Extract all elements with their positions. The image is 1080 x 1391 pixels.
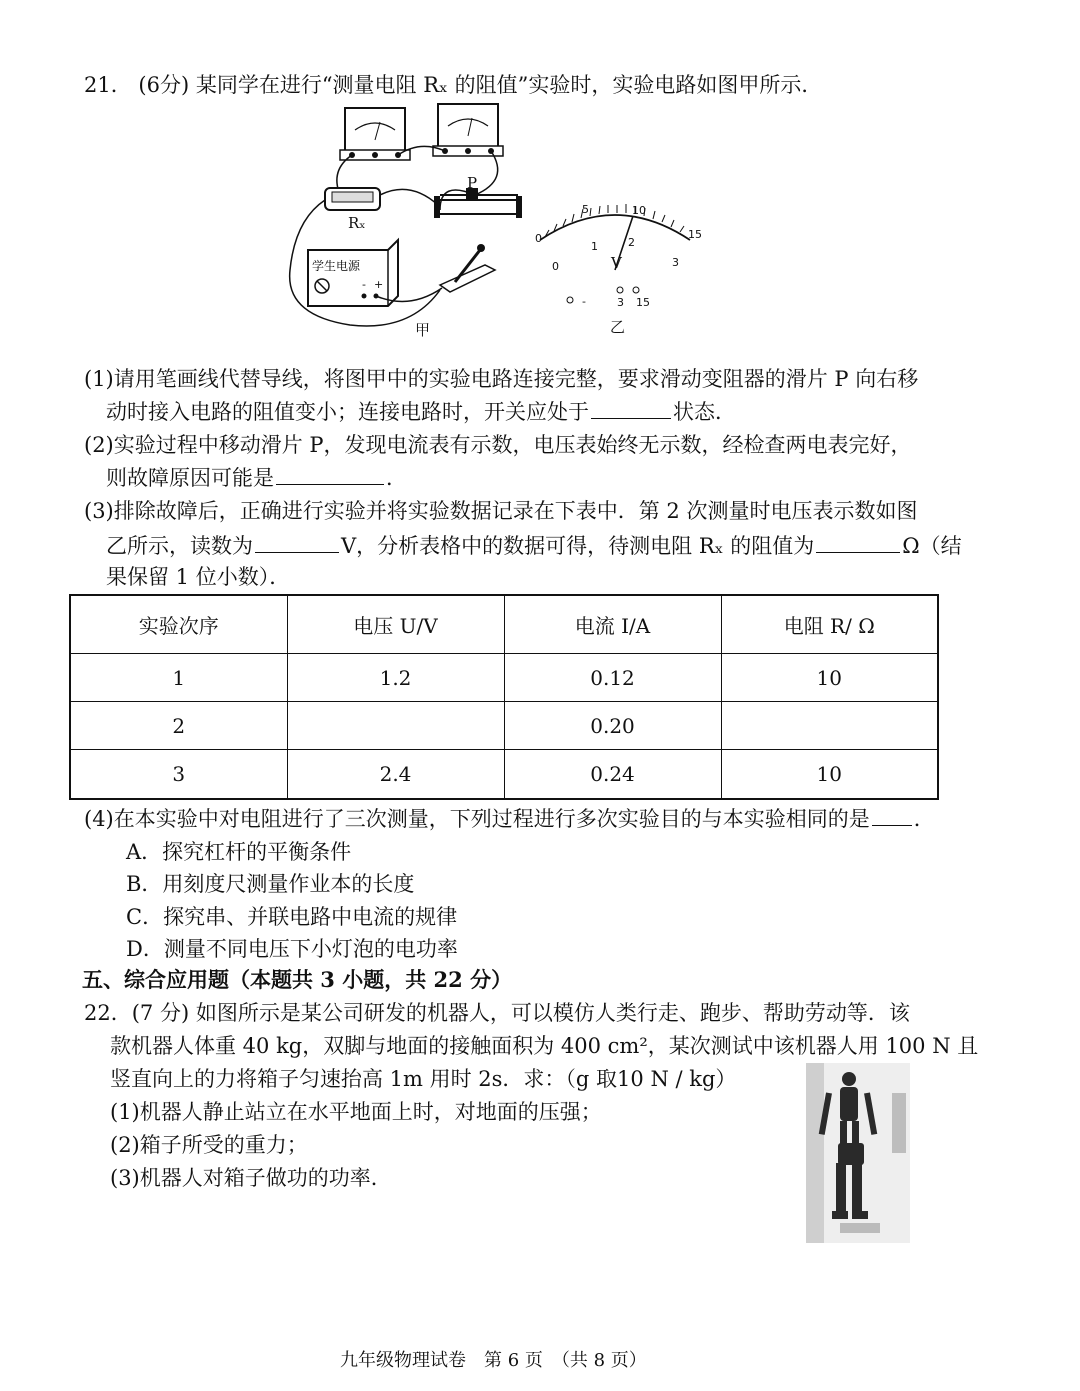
q21-part2-text-a: 则故障原因可能是 bbox=[106, 466, 274, 490]
table-header-cell: 电阻 R/ Ω bbox=[721, 595, 938, 654]
q21-part3-text-a: 乙所示，读数为 bbox=[106, 534, 253, 558]
terminal-minus: - bbox=[582, 295, 586, 308]
svg-text:-: - bbox=[362, 278, 366, 291]
q22-line1: 22．(7 分) 如图所示是某公司研发的机器人，可以模仿人类行走、跑步、帮助劳动等．该 bbox=[84, 1001, 910, 1025]
slider-label: P bbox=[467, 174, 478, 192]
q21-part4-end: ． bbox=[913, 807, 935, 831]
q21-part4-line bbox=[84, 803, 935, 834]
table-cell: 2 bbox=[70, 702, 287, 750]
table-cell: 0.20 bbox=[504, 702, 721, 750]
table-header-cell: 电流 I/A bbox=[504, 595, 721, 654]
answer-blank-resistance[interactable] bbox=[816, 530, 900, 553]
dial-v-label: V bbox=[611, 254, 622, 272]
table-cell: 2.4 bbox=[287, 750, 504, 799]
q22-line3: 竖直向上的力将箱子匀速抬高 1m 用时 2s．求：（g 取10 N / kg） bbox=[110, 1067, 737, 1091]
q21-part2-line2 bbox=[106, 462, 407, 493]
dial-top-0: 0 bbox=[535, 232, 542, 245]
table-cell: 1 bbox=[70, 654, 287, 702]
table-cell: 0.24 bbox=[504, 750, 721, 799]
page-footer: 九年级物理试卷 第 6 页 （共 8 页） bbox=[340, 1350, 647, 1371]
q21-part3-text-c: Ω（结 bbox=[902, 534, 962, 558]
answer-blank-switch-state[interactable] bbox=[591, 396, 671, 419]
q21-part3-text-b: V，分析表格中的数据可得，待测电阻 Rₓ 的阻值为 bbox=[341, 534, 815, 558]
table-row bbox=[70, 702, 938, 750]
q21-header: 21． (6分) 某同学在进行“测量电阻 Rₓ 的阻值”实验时，实验电路如图甲所示． bbox=[84, 73, 823, 97]
option-a: A．探究杠杆的平衡条件 bbox=[126, 840, 352, 864]
circuit-figure bbox=[270, 100, 730, 340]
figure-jia-label: 甲 bbox=[415, 321, 431, 339]
resistor-label: Rₓ bbox=[348, 214, 366, 232]
dial-bottom-0: 0 bbox=[552, 260, 559, 273]
power-label: 学生电源 bbox=[312, 259, 361, 273]
q22-line2: 款机器人体重 40 kg，双脚与地面的接触面积为 400 cm²，某次测试中该机器人用 100 N 且 bbox=[110, 1034, 979, 1058]
q21-part2-text-b: ． bbox=[386, 466, 407, 490]
q21-part3-line1: (3)排除故障后，正确进行实验并将实验数据记录在下表中．第 2 次测量时电压表示数如图 bbox=[84, 499, 918, 523]
table-cell: 1.2 bbox=[287, 654, 504, 702]
q21-part3-line3: 果保留 1 位小数）． bbox=[106, 565, 291, 589]
dial-top-10: 10 bbox=[632, 204, 646, 217]
dial-top-15: 15 bbox=[688, 228, 702, 241]
dial-top-5: 5 bbox=[582, 203, 589, 216]
answer-blank-voltage[interactable] bbox=[255, 530, 339, 553]
table-cell bbox=[721, 702, 938, 750]
terminal-15: 15 bbox=[636, 296, 650, 309]
data-table bbox=[69, 594, 939, 800]
figure-yi-label: 乙 bbox=[610, 318, 626, 336]
q21-part1-line2 bbox=[106, 396, 736, 427]
resistor-rx bbox=[325, 188, 380, 210]
table-cell: 3 bbox=[70, 750, 287, 799]
table-row bbox=[70, 654, 938, 702]
option-d: D．测量不同电压下小灯泡的电功率 bbox=[126, 937, 458, 961]
q22-sub3: (3)机器人对箱子做功的功率． bbox=[110, 1166, 392, 1190]
answer-blank-choice[interactable] bbox=[872, 803, 912, 826]
table-cell: 0.12 bbox=[504, 654, 721, 702]
option-b: B．用刻度尺测量作业本的长度 bbox=[126, 872, 415, 896]
dial-bottom-3: 3 bbox=[672, 256, 679, 269]
voltmeter-device bbox=[340, 108, 410, 160]
option-c: C．探究串、并联电路中电流的规律 bbox=[126, 905, 458, 929]
answer-blank-fault[interactable] bbox=[276, 462, 384, 485]
table-row bbox=[70, 750, 938, 799]
dial-bottom-1: 1 bbox=[591, 240, 598, 253]
robot-photo bbox=[806, 1063, 910, 1243]
table-header-cell: 实验次序 bbox=[70, 595, 287, 654]
q22-sub2: (2)箱子所受的重力； bbox=[110, 1133, 308, 1157]
ammeter-device bbox=[433, 104, 503, 156]
table-header-row bbox=[70, 595, 938, 654]
q21-part2-line1: (2)实验过程中移动滑片 P，发现电流表有示数，电压表始终无示数，经检查两电表完好， bbox=[84, 433, 912, 457]
q22-sub1: (1)机器人静止站立在水平地面上时，对地面的压强； bbox=[110, 1100, 602, 1124]
q21-part1-line1: (1)请用笔画线代替导线，将图甲中的实验电路连接完整，要求滑动变阻器的滑片 P 向右移 bbox=[84, 367, 919, 391]
q21-part1-text-a: 动时接入电路的阻值变小；连接电路时，开关应处于 bbox=[106, 400, 589, 424]
terminal-3: 3 bbox=[617, 296, 624, 309]
q21-part3-line2 bbox=[106, 530, 962, 561]
svg-text:+: + bbox=[374, 278, 384, 291]
q21-part1-text-b: 状态． bbox=[673, 400, 736, 424]
power-supply bbox=[308, 240, 398, 306]
dial-bottom-2: 2 bbox=[628, 236, 635, 249]
table-cell: 10 bbox=[721, 750, 938, 799]
switch bbox=[440, 244, 495, 292]
table-cell: 10 bbox=[721, 654, 938, 702]
q21-part4-text: (4)在本实验中对电阻进行了三次测量，下列过程进行多次实验目的与本实验相同的是 bbox=[84, 807, 870, 831]
table-header-cell: 电压 U/V bbox=[287, 595, 504, 654]
section-title: 五、综合应用题（本题共 3 小题，共 22 分） bbox=[82, 967, 513, 992]
table-cell bbox=[287, 702, 504, 750]
